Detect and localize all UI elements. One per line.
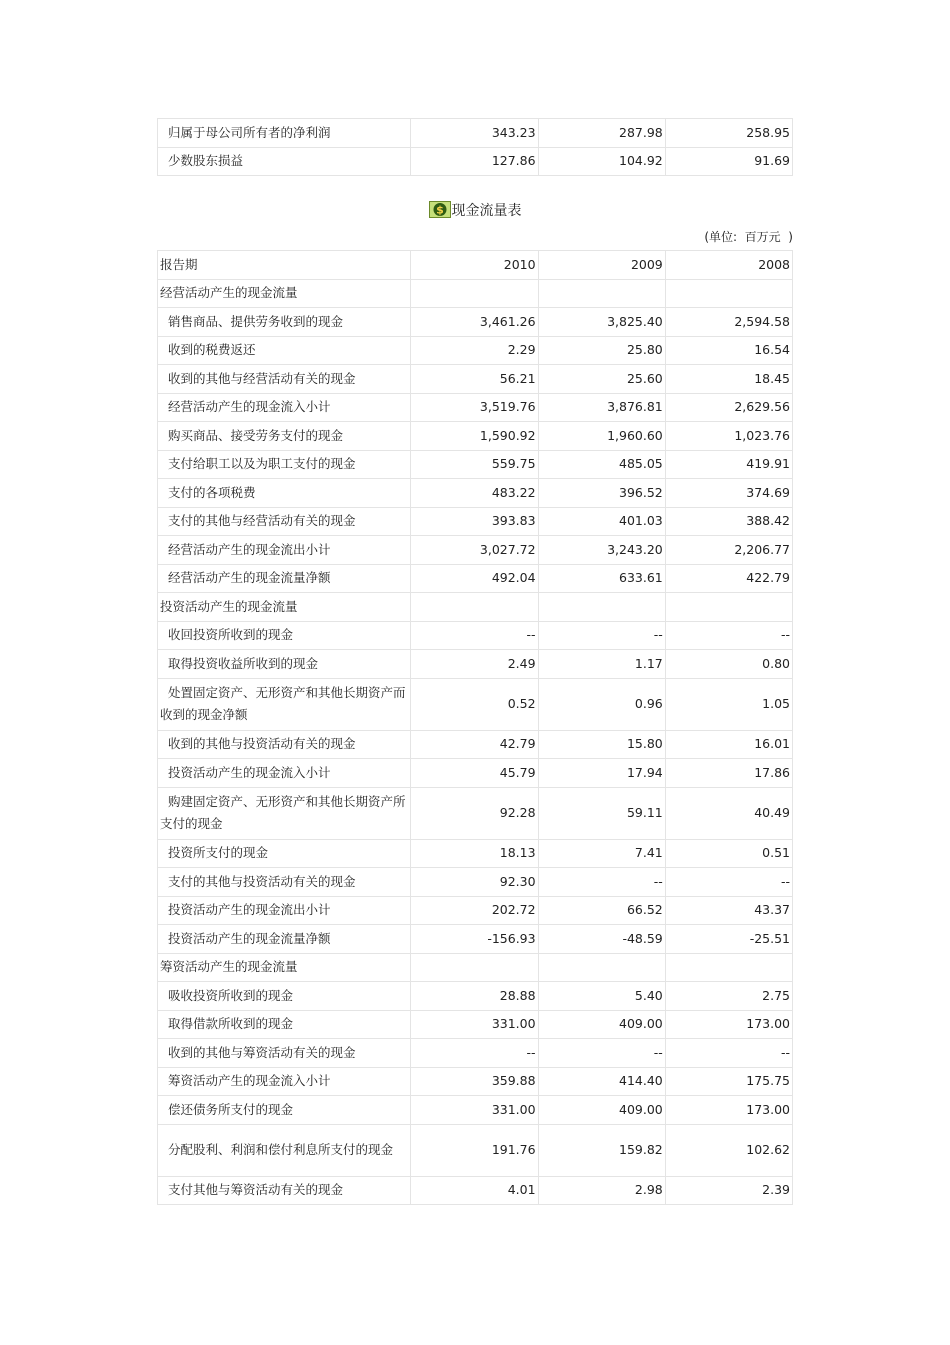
value-2008: 173.00 [665,1010,792,1039]
value-2008: -25.51 [665,925,792,954]
row-label: 收到的税费返还 [158,336,411,365]
section-row-operating [158,279,793,308]
row-label: 支付给职工以及为职工支付的现金 [158,450,411,479]
value-2010: -- [411,621,538,650]
table-row [158,1067,793,1096]
row-label: 支付的各项税费 [158,479,411,508]
table-row [158,839,793,868]
table-row [158,650,793,679]
table-row [158,507,793,536]
value-2010: 331.00 [411,1010,538,1039]
value-2009: 17.94 [538,759,665,788]
value-2008: 40.49 [665,787,792,839]
header-label: 报告期 [158,251,411,280]
value-2009: 3,243.20 [538,536,665,565]
row-label: 收到的其他与筹资活动有关的现金 [158,1039,411,1068]
table-row [158,621,793,650]
value-2010: 393.83 [411,507,538,536]
value-2009: 159.82 [538,1124,665,1176]
table-row [158,759,793,788]
row-label: 投资活动产生的现金流入小计 [158,759,411,788]
table-row [158,393,793,422]
value-2008: 2,594.58 [665,308,792,337]
value-2010: 331.00 [411,1096,538,1125]
row-label: 分配股利、利润和偿付利息所支付的现金 [158,1124,411,1176]
value-2010: 127.86 [411,147,538,176]
value-2008: -- [665,621,792,650]
dollar-icon [429,201,451,218]
table-row [158,479,793,508]
value-2008: 0.51 [665,839,792,868]
value-2010: -156.93 [411,925,538,954]
row-label: 收回投资所收到的现金 [158,621,411,650]
section-label: 经营活动产生的现金流量 [158,279,411,308]
value-2010: 18.13 [411,839,538,868]
value-2010: 343.23 [411,119,538,148]
value-2008: 388.42 [665,507,792,536]
value-2010: -- [411,1039,538,1068]
row-label: 偿还债务所支付的现金 [158,1096,411,1125]
table-row [158,450,793,479]
row-label: 投资活动产生的现金流出小计 [158,896,411,925]
table-row [158,147,793,176]
value-2010: 2.49 [411,650,538,679]
value-2010: 28.88 [411,982,538,1011]
row-label: 投资活动产生的现金流量净额 [158,925,411,954]
value-2009: -48.59 [538,925,665,954]
table-row [158,982,793,1011]
table-row [158,1176,793,1205]
value-2010: 92.28 [411,787,538,839]
value-2010: 191.76 [411,1124,538,1176]
value-2010: 492.04 [411,564,538,593]
value-2008: 91.69 [665,147,792,176]
value-2010: 2.29 [411,336,538,365]
row-label: 经营活动产生的现金流出小计 [158,536,411,565]
row-label: 支付其他与筹资活动有关的现金 [158,1176,411,1205]
value-2008: 2,629.56 [665,393,792,422]
value-2010: 202.72 [411,896,538,925]
value-2008: 422.79 [665,564,792,593]
value-2010: 483.22 [411,479,538,508]
value-2010: 0.52 [411,678,538,730]
table-row [158,1039,793,1068]
value-2008: 16.01 [665,730,792,759]
table-row [158,1124,793,1176]
value-2009: 3,876.81 [538,393,665,422]
header-2010: 2010 [411,251,538,280]
row-label: 投资所支付的现金 [158,839,411,868]
row-label: 支付的其他与投资活动有关的现金 [158,868,411,897]
table-row [158,422,793,451]
value-2009: 401.03 [538,507,665,536]
section-label: 投资活动产生的现金流量 [158,593,411,622]
title-text: 现金流量表 [451,203,522,219]
table-row [158,787,793,839]
value-2009: 414.40 [538,1067,665,1096]
value-2010: 3,519.76 [411,393,538,422]
row-label: 收到的其他与投资活动有关的现金 [158,730,411,759]
value-2010: 92.30 [411,868,538,897]
value-2009: 1.17 [538,650,665,679]
value-2009: 66.52 [538,896,665,925]
value-2008: 102.62 [665,1124,792,1176]
row-label: 取得投资收益所收到的现金 [158,650,411,679]
value-2009: -- [538,868,665,897]
value-2009: 485.05 [538,450,665,479]
table-row [158,678,793,730]
value-2009: 1,960.60 [538,422,665,451]
value-2008: 2.39 [665,1176,792,1205]
value-2008: 1,023.76 [665,422,792,451]
value-2009: 59.11 [538,787,665,839]
row-label: 处置固定资产、无形资产和其他长期资产而收到的现金净额 [158,678,411,730]
value-2009: -- [538,621,665,650]
value-2008: 2.75 [665,982,792,1011]
value-2008: 419.91 [665,450,792,479]
table-row [158,308,793,337]
value-2009: 2.98 [538,1176,665,1205]
value-2008: 18.45 [665,365,792,394]
row-label: 取得借款所收到的现金 [158,1010,411,1039]
table-row [158,536,793,565]
value-2010: 45.79 [411,759,538,788]
section-label: 筹资活动产生的现金流量 [158,953,411,982]
row-label: 购买商品、接受劳务支付的现金 [158,422,411,451]
value-2009: 104.92 [538,147,665,176]
value-2010: 3,461.26 [411,308,538,337]
value-2010: 42.79 [411,730,538,759]
value-2008: 173.00 [665,1096,792,1125]
table-row [158,365,793,394]
section-row-financing [158,953,793,982]
value-2010: 359.88 [411,1067,538,1096]
row-label: 购建固定资产、无形资产和其他长期资产所支付的现金 [158,787,411,839]
value-2008: 1.05 [665,678,792,730]
row-label: 销售商品、提供劳务收到的现金 [158,308,411,337]
table-row [158,925,793,954]
value-2009: 7.41 [538,839,665,868]
table-row [158,868,793,897]
value-2009: 409.00 [538,1096,665,1125]
table-row [158,1096,793,1125]
table-row [158,336,793,365]
value-2010: 1,590.92 [411,422,538,451]
value-2009: 287.98 [538,119,665,148]
value-2009: 5.40 [538,982,665,1011]
value-2008: -- [665,1039,792,1068]
income-statement-fragment-table [157,118,793,176]
unit-note: (单位: 百万元 ) [704,230,793,244]
value-2009: 633.61 [538,564,665,593]
section-row-investing [158,593,793,622]
cash-flow-title [0,200,950,222]
value-2008: -- [665,868,792,897]
value-2009: 25.80 [538,336,665,365]
row-label: 支付的其他与经营活动有关的现金 [158,507,411,536]
value-2009: 3,825.40 [538,308,665,337]
header-2008: 2008 [665,251,792,280]
value-2009: 0.96 [538,678,665,730]
header-row [158,251,793,280]
value-2008: 43.37 [665,896,792,925]
value-2008: 374.69 [665,479,792,508]
value-2008: 0.80 [665,650,792,679]
value-2009: -- [538,1039,665,1068]
table-row [158,564,793,593]
value-2008: 258.95 [665,119,792,148]
value-2009: 409.00 [538,1010,665,1039]
row-label: 收到的其他与经营活动有关的现金 [158,365,411,394]
value-2010: 559.75 [411,450,538,479]
row-label: 经营活动产生的现金流量净额 [158,564,411,593]
value-2008: 175.75 [665,1067,792,1096]
row-label: 少数股东损益 [158,147,411,176]
row-label: 经营活动产生的现金流入小计 [158,393,411,422]
row-label: 吸收投资所收到的现金 [158,982,411,1011]
value-2010: 4.01 [411,1176,538,1205]
value-2008: 2,206.77 [665,536,792,565]
value-2009: 396.52 [538,479,665,508]
value-2008: 17.86 [665,759,792,788]
cash-flow-table [157,250,793,1205]
table-row [158,730,793,759]
svg-text:$: $ [435,203,444,217]
value-2009: 15.80 [538,730,665,759]
table-row [158,1010,793,1039]
table-row [158,119,793,148]
value-2008: 16.54 [665,336,792,365]
row-label: 筹资活动产生的现金流入小计 [158,1067,411,1096]
row-label: 归属于母公司所有者的净利润 [158,119,411,148]
table-row [158,896,793,925]
header-2009: 2009 [538,251,665,280]
value-2009: 25.60 [538,365,665,394]
value-2010: 56.21 [411,365,538,394]
value-2010: 3,027.72 [411,536,538,565]
